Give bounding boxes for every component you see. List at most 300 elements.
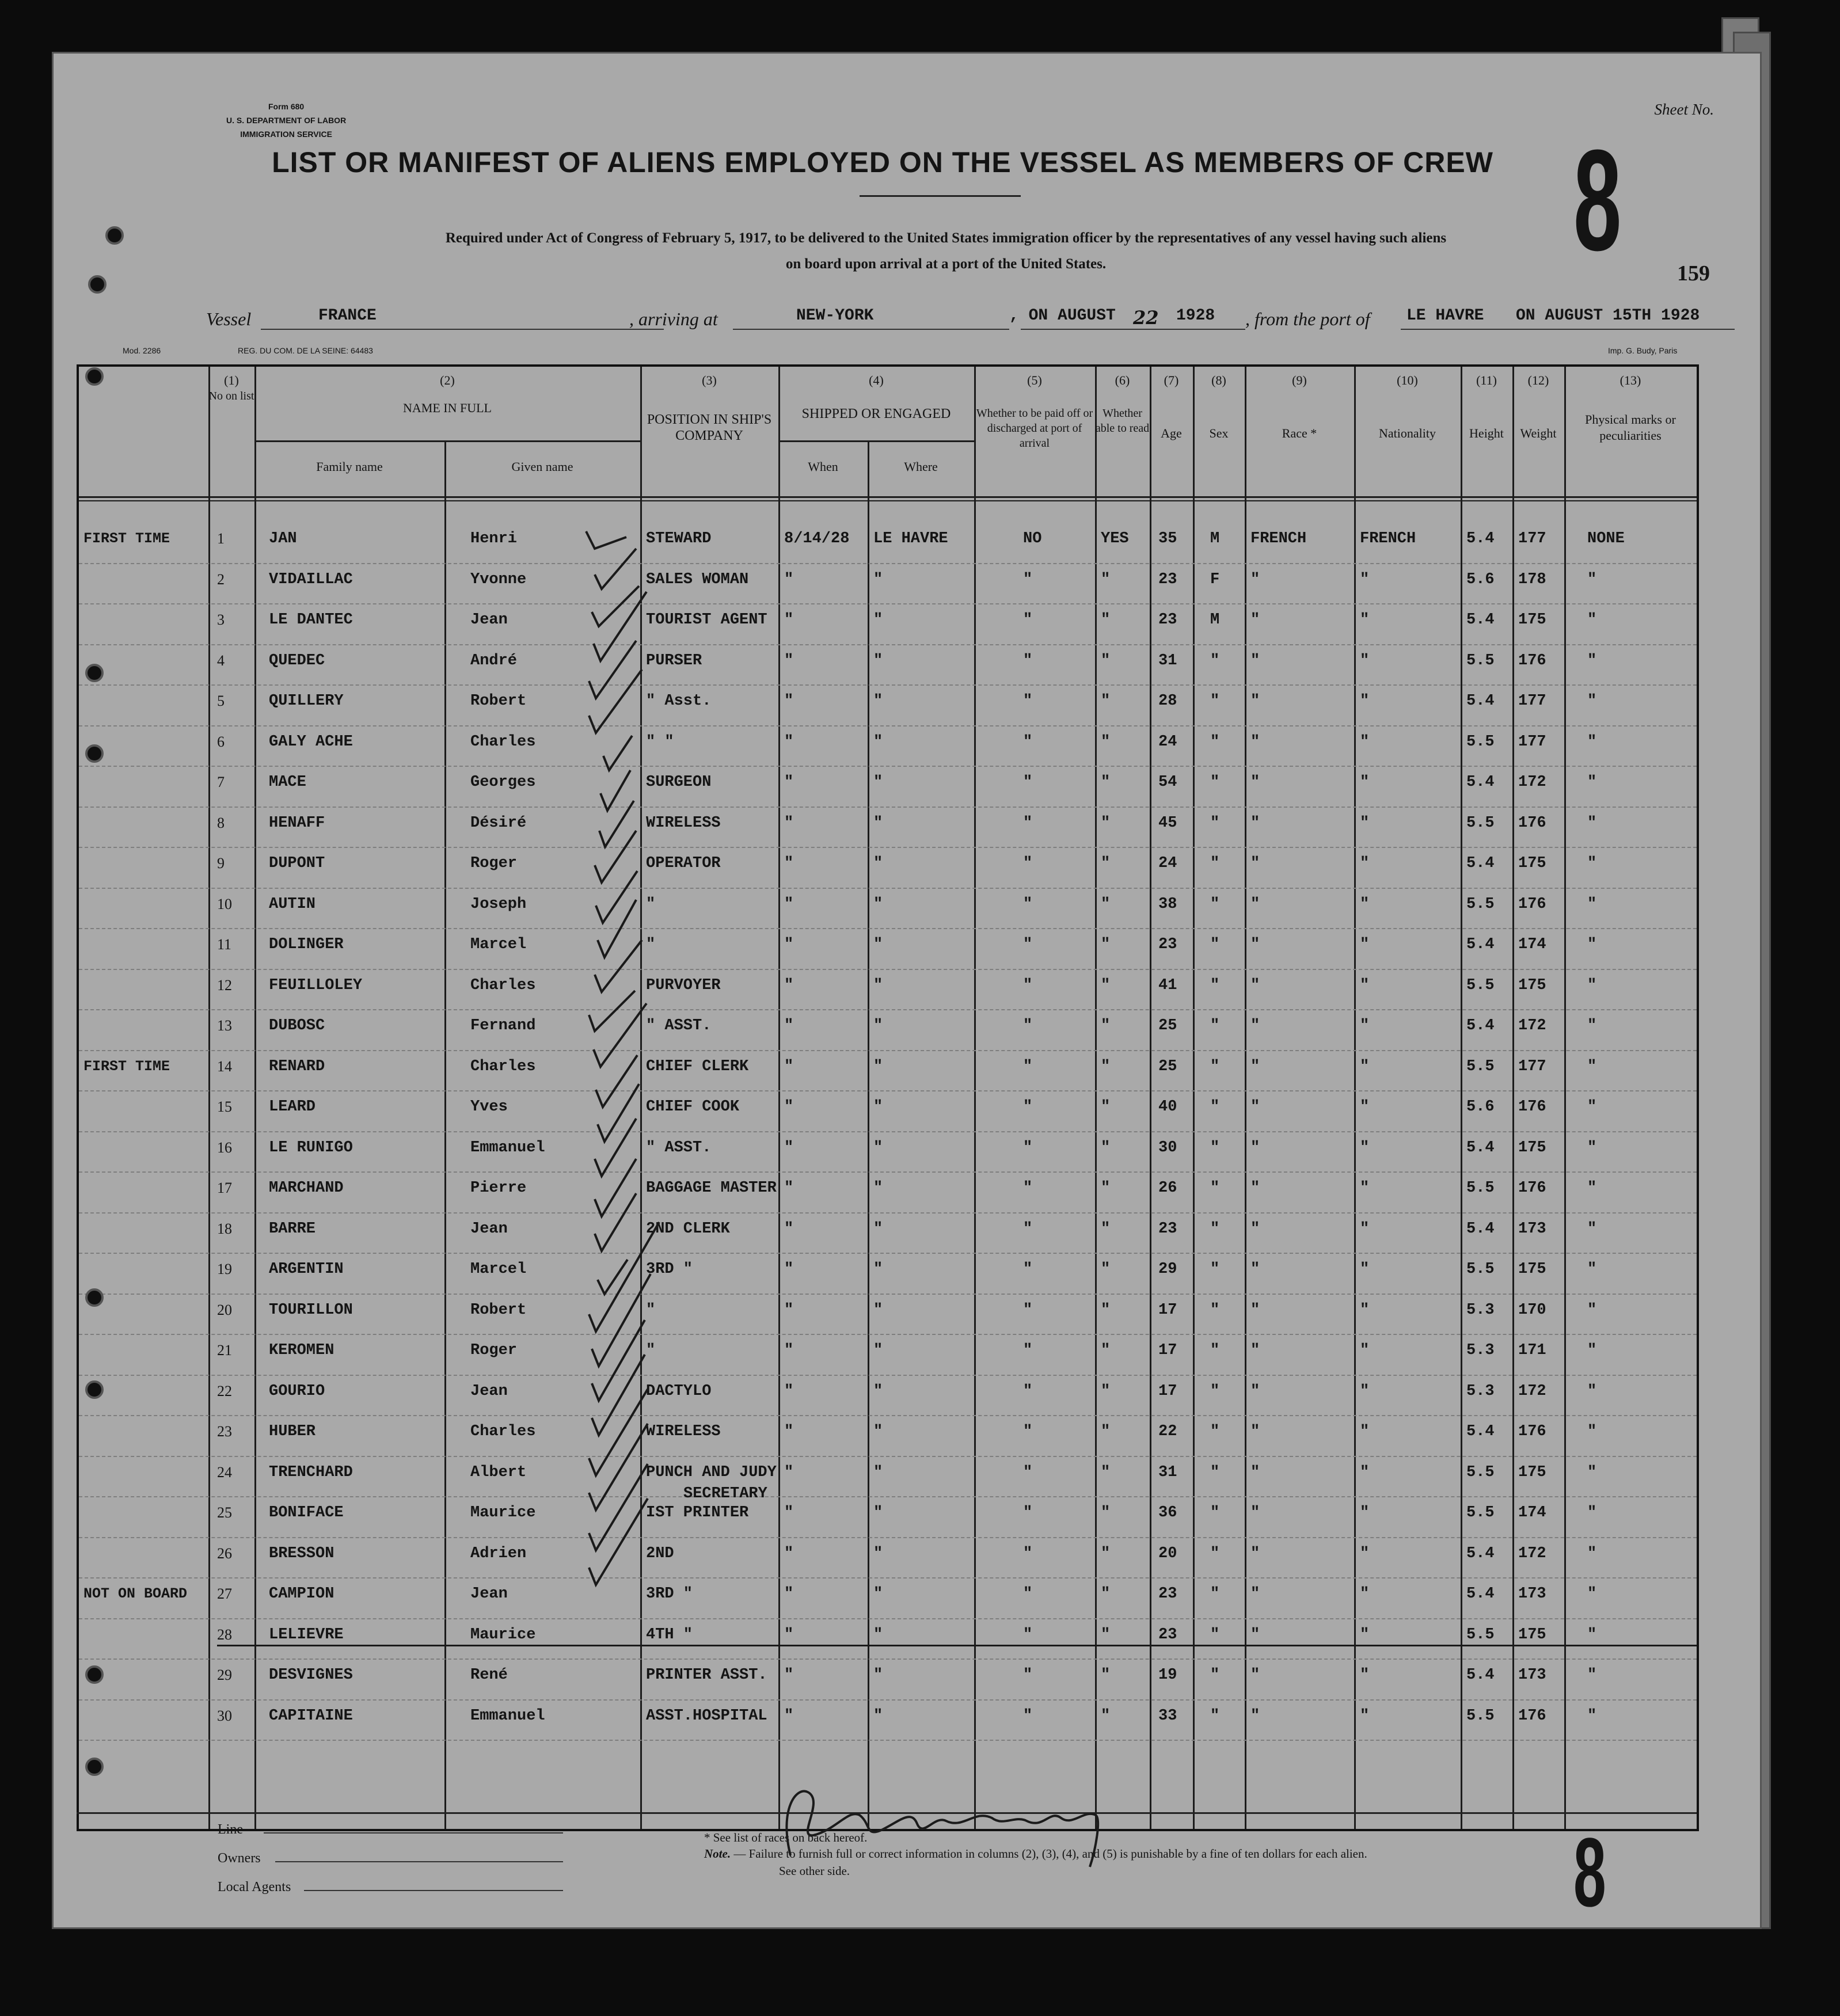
shipped-when: " — [784, 1301, 794, 1319]
header-no-on-list — [208, 372, 254, 404]
given-name: Charles — [470, 1058, 536, 1075]
nationality: " — [1360, 1707, 1370, 1725]
family-name: LEARD — [269, 1098, 316, 1116]
position: SURGEON — [646, 774, 712, 791]
header-num: (4) — [869, 373, 884, 387]
age: 25 — [1158, 1017, 1177, 1034]
vessel-name: FRANCE — [318, 307, 377, 325]
table-row — [79, 1010, 1697, 1051]
row-number: 6 — [217, 733, 225, 750]
position: DACTYLO — [646, 1382, 712, 1400]
nationality: " — [1360, 693, 1370, 710]
shipped-where: " — [873, 693, 883, 710]
physical-marks: " — [1587, 1423, 1597, 1440]
age: 24 — [1158, 733, 1177, 751]
table-row — [79, 726, 1697, 767]
header-where: Where — [904, 459, 938, 474]
binder-hole — [88, 275, 107, 294]
age: 33 — [1158, 1707, 1177, 1725]
paid-off: " — [1023, 1585, 1033, 1603]
table-row — [79, 1457, 1697, 1498]
header-num: (7) — [1164, 373, 1179, 387]
weight: 174 — [1518, 936, 1546, 953]
header-label: POSITION IN SHIP'S COMPANY — [647, 412, 772, 443]
header-num: (1) — [224, 373, 239, 387]
age: 28 — [1158, 693, 1177, 710]
page-number: 159 — [1677, 261, 1710, 286]
nationality: " — [1360, 733, 1370, 751]
able-to-read: " — [1101, 652, 1111, 670]
given-name: Emmanuel — [470, 1139, 545, 1157]
position: " — [646, 1301, 656, 1319]
paid-off: NO — [1023, 530, 1042, 547]
given-name: Jean — [470, 1585, 508, 1603]
row-divider — [79, 1740, 1697, 1741]
age: 22 — [1158, 1423, 1177, 1440]
arrival-date-label: , ON AUGUST — [1009, 307, 1116, 325]
nationality: " — [1360, 1667, 1370, 1684]
shipped-when: " — [784, 1423, 794, 1440]
physical-marks: " — [1587, 693, 1597, 710]
position: PURVOYER — [646, 976, 721, 994]
header-num: (3) — [702, 373, 717, 387]
given-name: Albert — [470, 1463, 527, 1481]
header-num: (13) — [1619, 373, 1641, 387]
weight: 176 — [1518, 652, 1546, 670]
strike-line — [217, 1645, 1697, 1646]
position: TOURIST AGENT — [646, 611, 767, 629]
paid-off: " — [1023, 774, 1033, 791]
race: " — [1250, 1058, 1260, 1075]
paid-off: " — [1023, 1180, 1033, 1197]
row-number: 24 — [217, 1463, 232, 1481]
physical-marks: " — [1587, 733, 1597, 751]
age: 23 — [1158, 570, 1177, 588]
height: 5.4 — [1466, 1017, 1495, 1034]
age: 23 — [1158, 1626, 1177, 1644]
shipped-when: " — [784, 1667, 794, 1684]
weight: 175 — [1518, 1463, 1546, 1481]
shipped-when: " — [784, 611, 794, 629]
family-name: RENARD — [269, 1058, 325, 1075]
height: 5.4 — [1466, 1667, 1495, 1684]
races-note: * See list of races on back hereof. — [704, 1831, 868, 1844]
race: " — [1250, 814, 1260, 832]
signature — [773, 1775, 1130, 1873]
binder-hole — [105, 226, 124, 245]
sex: " — [1210, 652, 1220, 670]
able-to-read: " — [1101, 1423, 1111, 1440]
race: FRENCH — [1250, 530, 1307, 547]
height: 5.5 — [1466, 652, 1495, 670]
family-name: HUBER — [269, 1423, 316, 1440]
paid-off: " — [1023, 1017, 1033, 1034]
shipped-when: " — [784, 1342, 794, 1359]
able-to-read: " — [1101, 814, 1111, 832]
age: 24 — [1158, 855, 1177, 872]
vessel-label: Vessel — [206, 309, 252, 329]
race: " — [1250, 1342, 1260, 1359]
height: 5.4 — [1466, 611, 1495, 629]
physical-marks: " — [1587, 1098, 1597, 1116]
arriving-port: NEW-YORK — [796, 307, 874, 325]
race: " — [1250, 1220, 1260, 1238]
able-to-read: " — [1101, 1545, 1111, 1562]
race: " — [1250, 1180, 1260, 1197]
nationality: " — [1360, 774, 1370, 791]
paid-off: " — [1023, 936, 1033, 953]
position: PURSER — [646, 652, 702, 670]
header-sex — [1193, 372, 1245, 442]
table-row — [79, 929, 1697, 970]
age: 25 — [1158, 1058, 1177, 1075]
binder-hole — [85, 1665, 104, 1684]
weight: 176 — [1518, 1707, 1546, 1725]
able-to-read: " — [1101, 570, 1111, 588]
nationality: " — [1360, 1585, 1370, 1603]
weight: 174 — [1518, 1504, 1546, 1521]
age: 35 — [1158, 530, 1177, 547]
physical-marks: " — [1587, 1301, 1597, 1319]
binder-hole — [85, 664, 104, 682]
race: " — [1250, 652, 1260, 670]
table-row — [79, 1538, 1697, 1579]
physical-marks: " — [1587, 1626, 1597, 1644]
from-port-label: , from the port of — [1245, 309, 1370, 329]
weight: 176 — [1518, 1098, 1546, 1116]
nationality: " — [1360, 1382, 1370, 1400]
position: 2ND CLERK — [646, 1220, 730, 1238]
weight: 170 — [1518, 1301, 1546, 1319]
physical-marks: " — [1587, 1545, 1597, 1562]
able-to-read: " — [1101, 895, 1111, 913]
height: 5.4 — [1466, 1585, 1495, 1603]
header-weight — [1512, 372, 1564, 442]
physical-marks: " — [1587, 570, 1597, 588]
row-note: FIRST TIME — [83, 530, 170, 547]
family-name: QUEDEC — [269, 652, 325, 670]
height: 5.5 — [1466, 1463, 1495, 1481]
shipped-when: " — [784, 1180, 794, 1197]
header-label: Sex — [1209, 426, 1229, 440]
able-to-read: " — [1101, 1301, 1111, 1319]
header-age — [1150, 372, 1193, 442]
race: " — [1250, 1017, 1260, 1034]
binder-hole — [85, 1758, 104, 1776]
paid-off: " — [1023, 1058, 1033, 1075]
age: 23 — [1158, 1585, 1177, 1603]
header-name-in-full — [254, 372, 640, 416]
from-port: LE HAVRE — [1406, 307, 1484, 325]
paid-off: " — [1023, 1342, 1033, 1359]
physical-marks: " — [1587, 1220, 1597, 1238]
nationality: " — [1360, 611, 1370, 629]
nationality: " — [1360, 1098, 1370, 1116]
row-number: 11 — [217, 936, 232, 953]
agents-underline — [304, 1890, 563, 1891]
mod-number: Mod. 2286 — [123, 346, 161, 355]
able-to-read: " — [1101, 1667, 1111, 1684]
weight: 175 — [1518, 976, 1546, 994]
shipped-when: " — [784, 1626, 794, 1644]
position: " ASST. — [646, 1017, 712, 1034]
row-number: 18 — [217, 1220, 232, 1237]
table-row — [79, 686, 1697, 726]
family-name: FEUILLOLEY — [269, 976, 363, 994]
requirement-line-2: on board upon arrival at a port of the United States. — [785, 256, 1107, 272]
physical-marks: " — [1587, 1058, 1597, 1075]
position: " Asst. — [646, 693, 712, 710]
row-number: 16 — [217, 1139, 232, 1156]
able-to-read: " — [1101, 1707, 1111, 1725]
position: IST PRINTER — [646, 1504, 749, 1521]
weight: 175 — [1518, 1139, 1546, 1157]
note-label: Note. — [704, 1847, 731, 1861]
family-name: HENAFF — [269, 814, 325, 832]
race: " — [1250, 1139, 1260, 1157]
paid-off: " — [1023, 1707, 1033, 1725]
paid-off: " — [1023, 611, 1033, 629]
physical-marks: " — [1587, 1504, 1597, 1521]
sex: " — [1210, 855, 1220, 872]
header-label: SHIPPED OR ENGAGED — [801, 406, 951, 421]
table-row — [79, 808, 1697, 849]
physical-marks: " — [1587, 1463, 1597, 1481]
title-rule — [860, 195, 1021, 197]
shipped-when: " — [784, 1220, 794, 1238]
height: 5.4 — [1466, 774, 1495, 791]
height: 5.4 — [1466, 1220, 1495, 1238]
race: " — [1250, 1463, 1260, 1481]
height: 5.4 — [1466, 1545, 1495, 1562]
date-underline — [1021, 329, 1245, 330]
weight: 177 — [1518, 1058, 1546, 1075]
family-name: ARGENTIN — [269, 1261, 344, 1278]
see-other-side: See other side. — [779, 1864, 850, 1878]
row-number: 5 — [217, 693, 225, 709]
weight: 175 — [1518, 611, 1546, 629]
weight: 177 — [1518, 693, 1546, 710]
header-subrule — [778, 440, 974, 442]
table-row — [79, 1416, 1697, 1457]
registry-number: REG. DU COM. DE LA SEINE: 64483 — [238, 346, 373, 355]
sex: " — [1210, 1667, 1220, 1684]
height: 5.5 — [1466, 976, 1495, 994]
shipped-where: " — [873, 1585, 883, 1603]
row-number: 1 — [217, 530, 225, 547]
nationality: " — [1360, 1545, 1370, 1562]
row-number: 25 — [217, 1504, 232, 1521]
family-name: LE RUNIGO — [269, 1139, 353, 1157]
physical-marks: " — [1587, 895, 1597, 913]
nationality: " — [1360, 1139, 1370, 1157]
able-to-read: " — [1101, 1463, 1111, 1481]
paid-off: " — [1023, 1463, 1033, 1481]
row-number: 21 — [217, 1342, 232, 1359]
physical-marks: " — [1587, 855, 1597, 872]
nationality: " — [1360, 1463, 1370, 1481]
physical-marks: NONE — [1587, 530, 1625, 547]
physical-marks: " — [1587, 611, 1597, 629]
paid-off: " — [1023, 570, 1033, 588]
table-row — [79, 1051, 1697, 1092]
paid-off: " — [1023, 855, 1033, 872]
height: 5.4 — [1466, 936, 1495, 953]
service: IMMIGRATION SERVICE — [240, 130, 332, 139]
header-label: No on list — [208, 390, 254, 402]
age: 54 — [1158, 774, 1177, 791]
arriving-label: , arriving at — [629, 309, 718, 329]
position: WIRELESS — [646, 1423, 721, 1440]
height: 5.5 — [1466, 1180, 1495, 1197]
height: 5.6 — [1466, 570, 1495, 588]
sex: " — [1210, 733, 1220, 751]
family-name: DOLINGER — [269, 936, 344, 953]
sex: " — [1210, 1342, 1220, 1359]
shipped-when: " — [784, 774, 794, 791]
shipped-where: " — [873, 895, 883, 913]
table-row — [79, 564, 1697, 605]
family-name: LELIEVRE — [269, 1626, 344, 1644]
able-to-read: " — [1101, 1058, 1111, 1075]
given-name: Marcel — [470, 936, 527, 953]
shipped-where: " — [873, 570, 883, 588]
shipped-when: " — [784, 1382, 794, 1400]
header-label: Race * — [1282, 426, 1317, 440]
nationality: " — [1360, 895, 1370, 913]
page-title: LIST OR MANIFEST OF ALIENS EMPLOYED ON THE VESSEL AS MEMBERS OF CREW — [272, 146, 1493, 178]
position: CHIEF COOK — [646, 1098, 740, 1116]
given-name: Fernand — [470, 1017, 536, 1034]
position: CHIEF CLERK — [646, 1058, 749, 1075]
given-name: Adrien — [470, 1545, 527, 1562]
race: " — [1250, 1667, 1260, 1684]
given-name: Robert — [470, 693, 527, 710]
header-num: (10) — [1397, 373, 1418, 387]
family-name: TOURILLON — [269, 1301, 353, 1319]
position: 2ND — [646, 1545, 674, 1562]
header-num: (2) — [440, 373, 455, 387]
sex: " — [1210, 1017, 1220, 1034]
row-number: 27 — [217, 1585, 232, 1602]
position: " " — [646, 733, 674, 751]
sex: " — [1210, 1139, 1220, 1157]
paid-off: " — [1023, 733, 1033, 751]
race: " — [1250, 1626, 1260, 1644]
shipped-where: " — [873, 855, 883, 872]
family-name: BONIFACE — [269, 1504, 344, 1521]
table-row — [79, 1497, 1697, 1538]
table-row — [79, 1173, 1697, 1214]
row-note: FIRST TIME — [83, 1058, 170, 1075]
able-to-read: " — [1101, 976, 1111, 994]
position: SALES WOMAN — [646, 570, 749, 588]
given-name: René — [470, 1667, 508, 1684]
position: OPERATOR — [646, 855, 721, 872]
sheet-number: 8 — [1573, 120, 1622, 280]
shipped-when: " — [784, 1261, 794, 1278]
position: " — [646, 895, 656, 913]
paid-off: " — [1023, 1261, 1033, 1278]
table-row — [79, 1701, 1697, 1741]
shipped-where: " — [873, 1058, 883, 1075]
header-family-name: Family name — [316, 459, 383, 474]
shipped-when: " — [784, 895, 794, 913]
shipped-where: " — [873, 1098, 883, 1116]
race: " — [1250, 976, 1260, 994]
shipped-when: " — [784, 570, 794, 588]
able-to-read: " — [1101, 1220, 1111, 1238]
sex: " — [1210, 1261, 1220, 1278]
weight: 175 — [1518, 855, 1546, 872]
paid-off: " — [1023, 1545, 1033, 1562]
age: 41 — [1158, 976, 1177, 994]
table-row — [79, 604, 1697, 645]
paid-off: " — [1023, 1139, 1033, 1157]
table-row — [79, 1214, 1697, 1254]
age: 31 — [1158, 1463, 1177, 1481]
nationality: " — [1360, 1301, 1370, 1319]
able-to-read: " — [1101, 1261, 1111, 1278]
from-underline — [1401, 329, 1735, 330]
shipped-when: " — [784, 976, 794, 994]
weight: 176 — [1518, 1423, 1546, 1440]
sex: " — [1210, 895, 1220, 913]
race: " — [1250, 693, 1260, 710]
sex: M — [1210, 530, 1220, 547]
given-name: Yvonne — [470, 570, 527, 588]
family-name: GOURIO — [269, 1382, 325, 1400]
table-row — [79, 1132, 1697, 1173]
shipped-when: " — [784, 733, 794, 751]
able-to-read: " — [1101, 1504, 1111, 1521]
position: STEWARD — [646, 530, 712, 547]
age: 23 — [1158, 1220, 1177, 1238]
shipped-where: " — [873, 1139, 883, 1157]
nationality: FRENCH — [1360, 530, 1416, 547]
race: " — [1250, 1301, 1260, 1319]
height: 5.5 — [1466, 1707, 1495, 1725]
age: 31 — [1158, 652, 1177, 670]
shipped-where: " — [873, 1180, 883, 1197]
requirement-line-1: Required under Act of Congress of February 5, 1917, to be delivered to the United States immigration officer by the representatives of any vessel having such aliens — [445, 230, 1447, 246]
race: " — [1250, 1707, 1260, 1725]
shipped-where: LE HAVRE — [873, 530, 948, 547]
family-name: DUPONT — [269, 855, 325, 872]
crew-table — [77, 364, 1699, 1831]
row-number: 12 — [217, 976, 232, 994]
table-row — [79, 1660, 1697, 1701]
shipped-when: " — [784, 1017, 794, 1034]
nationality: " — [1360, 1180, 1370, 1197]
paid-off: " — [1023, 1667, 1033, 1684]
table-row — [79, 645, 1697, 686]
height: 5.3 — [1466, 1301, 1495, 1319]
header-label: Weight — [1520, 426, 1557, 440]
bottom-sheet-number: 8 — [1573, 1818, 1606, 1927]
arrival-day: 22 — [1133, 307, 1159, 329]
sex: " — [1210, 1180, 1220, 1197]
shipped-where: " — [873, 1017, 883, 1034]
shipped-where: " — [873, 1667, 883, 1684]
header-given-name: Given name — [511, 459, 573, 474]
race: " — [1250, 1382, 1260, 1400]
header-num: (11) — [1476, 373, 1497, 387]
height: 5.3 — [1466, 1382, 1495, 1400]
check-marks — [572, 503, 687, 1804]
local-agents-label: Local Agents — [218, 1880, 291, 1895]
given-name: Charles — [470, 733, 536, 751]
